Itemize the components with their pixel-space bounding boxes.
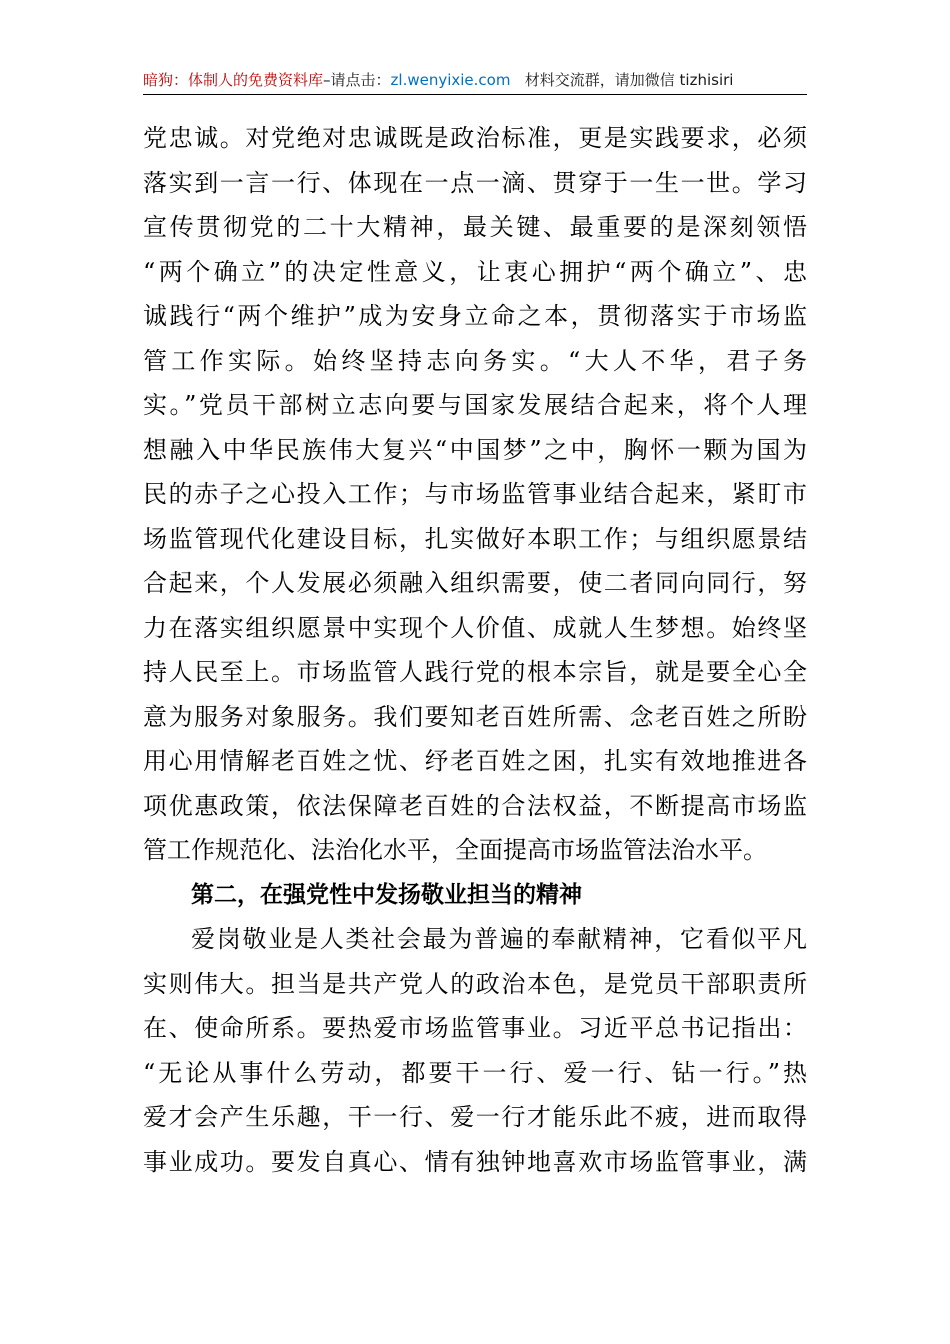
- document-body: [143, 116, 807, 1184]
- paragraph-line: “两个确立”的决定性意义，让衷心拥护“两个确立”、忠: [143, 257, 807, 286]
- header-contact: 材料交流群，请加微信 tizhisiri: [524, 71, 734, 89]
- paragraph-line: 在、使命所系。要热爱市场监管事业。习近平总书记指出：: [143, 1014, 807, 1042]
- paragraph-line: 爱才会产生乐趣，干一行、爱一行才能乐此不疲，进而取得: [143, 1103, 807, 1131]
- header-prompt: –请点击：: [323, 71, 391, 89]
- paragraph-line: 持人民至上。市场监管人践行党的根本宗旨，就是要全心全: [143, 658, 807, 686]
- paragraph-line: 党忠诚。对党绝对忠诚既是政治标准，更是实践要求，必须: [143, 124, 807, 152]
- paragraph-line: 意为服务对象服务。我们要知老百姓所需、念老百姓之所盼: [143, 702, 807, 731]
- paragraph-line: 事业成功。要发自真心、情有独钟地喜欢市场监管事业，满: [143, 1147, 807, 1176]
- paragraph-line: 合起来，个人发展必须融入组织需要，使二者同向同行，努: [143, 569, 807, 597]
- paragraph-line: 实则伟大。担当是共产党人的政治本色，是党员干部职责所: [143, 969, 807, 998]
- paragraph-line: 管工作规范化、法治化水平，全面提高市场监管法治水平。: [143, 836, 767, 864]
- page-header: [143, 66, 807, 95]
- paragraph-line: 管工作实际。始终坚持志向务实。“大人不华，君子务: [143, 346, 807, 375]
- paragraph-line: 民的赤子之心投入工作；与市场监管事业结合起来，紧盯市: [143, 480, 807, 508]
- paragraph-line: 诚践行“两个维护”成为安身立命之本，贯彻落实于市场监: [143, 302, 807, 330]
- header-url-link[interactable]: zl.wenyixie.com: [390, 71, 511, 89]
- section-heading: 第二，在强党性中发扬敬业担当的精神: [191, 881, 582, 908]
- header-brand: 暗狗：体制人的免费资料库: [143, 71, 324, 89]
- paragraph-line: 用心用情解老百姓之忧、纾老百姓之困，扎实有效地推进各: [143, 747, 807, 775]
- paragraph-line: 想融入中华民族伟大复兴“中国梦”之中，胸怀一颗为国为: [143, 435, 807, 464]
- paragraph-line: 场监管现代化建设目标，扎实做好本职工作；与组织愿景结: [143, 524, 807, 553]
- paragraph-line: “无论从事什么劳动，都要干一行、爱一行、钻一行。”热: [143, 1058, 807, 1087]
- paragraph-line: 宣传贯彻党的二十大精神，最关键、最重要的是深刻领悟: [143, 213, 807, 241]
- paragraph-line: 实。”党员干部树立志向要与国家发展结合起来，将个人理: [143, 391, 807, 419]
- paragraph-line: 落实到一言一行、体现在一点一滴、贯穿于一生一世。学习: [143, 168, 807, 197]
- paragraph-line: 项优惠政策，依法保障老百姓的合法权益，不断提高市场监: [143, 791, 807, 820]
- paragraph-line: 力在落实组织愿景中实现个人价值、成就人生梦想。始终坚: [143, 613, 807, 642]
- paragraph-line: 爱岗敬业是人类社会最为普遍的奉献精神，它看似平凡: [191, 925, 807, 953]
